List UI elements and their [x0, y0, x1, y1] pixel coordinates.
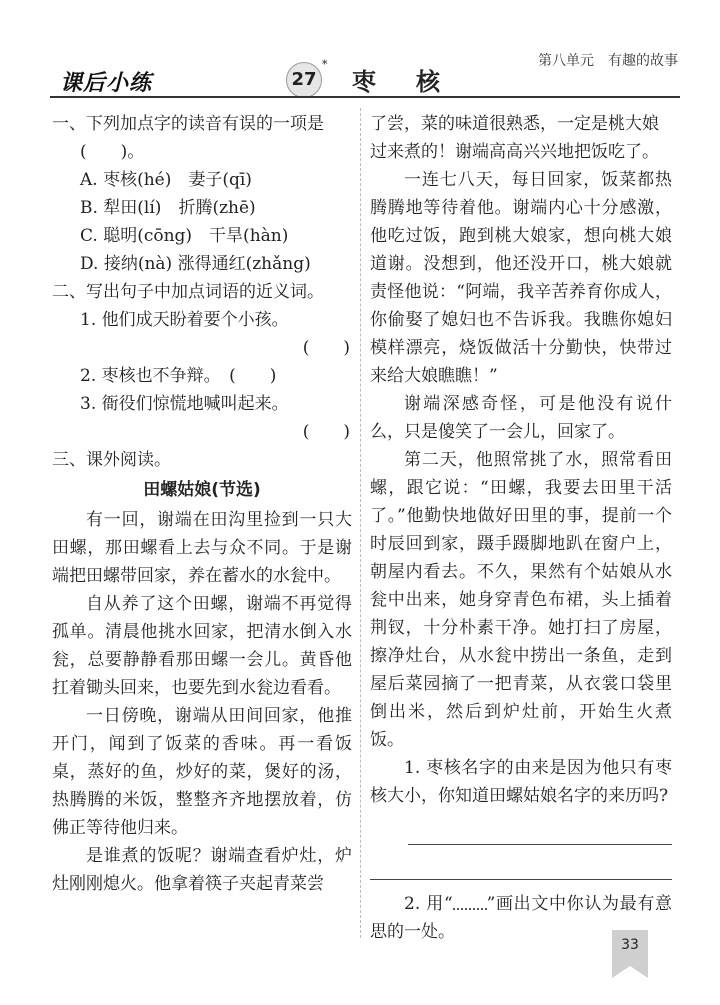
- story-paragraph: 一连七八天，每日回家，饭菜都热腾腾地等待着他。谢端内心十分感激，他吃过饭，跑到桃大娘家，想向桃大娘道谢。没想到，他还没开口，桃大娘就责怪他说：“阿端，我辛苦养育你成人，你偷娶了媳妇也不告诉我。我瞧你媳妇模样漂亮，烧饭做活十分勤快，快带过来给大娘瞧瞧！”: [370, 170, 672, 386]
- story-paragraph: 有一回，谢端在田沟里捡到一只大田螺，那田螺看上去与众不同。于是谢端把田螺带回家，养在蓄水的水瓮中。: [52, 510, 352, 586]
- page-number: 33: [612, 930, 648, 966]
- column-divider: [360, 108, 361, 938]
- header-rule: [50, 96, 680, 98]
- story-continuation: 了尝，菜的味道很熟悉，一定是桃大娘过来煮的！谢端高高兴兴地把饭吃了。: [370, 114, 659, 162]
- story-paragraph: 是谁煮的饭呢？谢端查看炉灶，炉灶刚刚熄火。他拿着筷子夹起青菜尝: [52, 846, 352, 894]
- wavy-underline-icon: [453, 900, 487, 910]
- story-title: 田螺姑娘(节选): [143, 480, 261, 500]
- q1-option-a: A. 枣核(hé) 妻子(qī): [80, 170, 252, 190]
- q2-item-1-answer: ( ): [302, 338, 350, 358]
- q1-prompt: 一、下列加点字的读音有误的一项是: [52, 114, 324, 134]
- right-column: [370, 110, 672, 946]
- story-paragraph: 一日傍晚，谢端从田间回家，他推开门，闻到了饭菜的香味。再一看饭桌，蒸好的鱼，炒好的菜，煲好的汤，热腾腾的米饭，整整齐齐地摆放着，仿佛正等待他归来。: [52, 706, 352, 838]
- q3-sub2-text-a: 2. 用“: [404, 894, 453, 914]
- lesson-number: 27: [286, 62, 322, 98]
- story-paragraph: 自从养了这个田螺，谢端不再觉得孤单。清晨他挑水回家，把清水倒入水瓮，总要静静看那田螺一会儿。黄昏他扛着锄头回来，也要先到水瓮边看看。: [52, 594, 352, 698]
- q2-item-2: 2. 枣核也不争辩。 ( ): [80, 366, 277, 386]
- q3-sub1: 1. 枣核名字的由来是因为他只有枣核大小，你知道田螺姑娘名字的来历吗?: [370, 758, 672, 806]
- lesson-star: *: [322, 58, 328, 71]
- q2-item-3-answer: ( ): [302, 422, 350, 442]
- unit-label: 第八单元 有趣的故事: [538, 53, 678, 69]
- story-paragraph: 第二天，他照常挑了水，照常看田螺，跟它说：“田螺，我要去田里干活了。”他勤快地做好田里的事，提前一个时辰回到家，蹑手蹑脚地趴在窗户上，朝屋内看去。不久，果然有个姑娘从水瓮中出来，她身穿青色布裙，头上插着荆钗，十分朴素干净。她打扫了房屋，擦净灶台，从水瓮中捞出一条鱼，走到屋后菜园摘了一把青菜，从衣裳口袋里倒出米，然后到炉灶前，开始生火煮饭。: [370, 450, 672, 750]
- answer-line[interactable]: [408, 810, 672, 845]
- q1-option-d: D. 接纳(nà) 涨得通红(zhǎng): [80, 254, 311, 274]
- lesson-title: 枣核: [352, 67, 480, 96]
- q1-option-b: B. 犁田(lí) 折腾(zhē): [80, 198, 256, 218]
- answer-line[interactable]: [370, 845, 672, 880]
- q3-sub2-text-b: ”画出文中你认为最有意思的一处。: [370, 894, 672, 942]
- q1-option-c: C. 聪明(cōng) 干旱(hàn): [80, 226, 289, 246]
- q1-paren: ( )。: [80, 142, 145, 162]
- left-column: [52, 110, 352, 898]
- q2-item-3: 3. 衙役们惊慌地喊叫起来。: [80, 394, 289, 414]
- section-tag: 课后小练: [60, 71, 153, 96]
- q3-prompt: 三、课外阅读。: [52, 450, 171, 470]
- q2-item-1: 1. 他们成天盼着要个小孩。: [80, 310, 289, 330]
- story-paragraph: 谢端深感奇怪，可是他没有说什么，只是傻笑了一会儿，回家了。: [370, 394, 672, 442]
- q2-prompt: 二、写出句子中加点词语的近义词。: [52, 282, 324, 302]
